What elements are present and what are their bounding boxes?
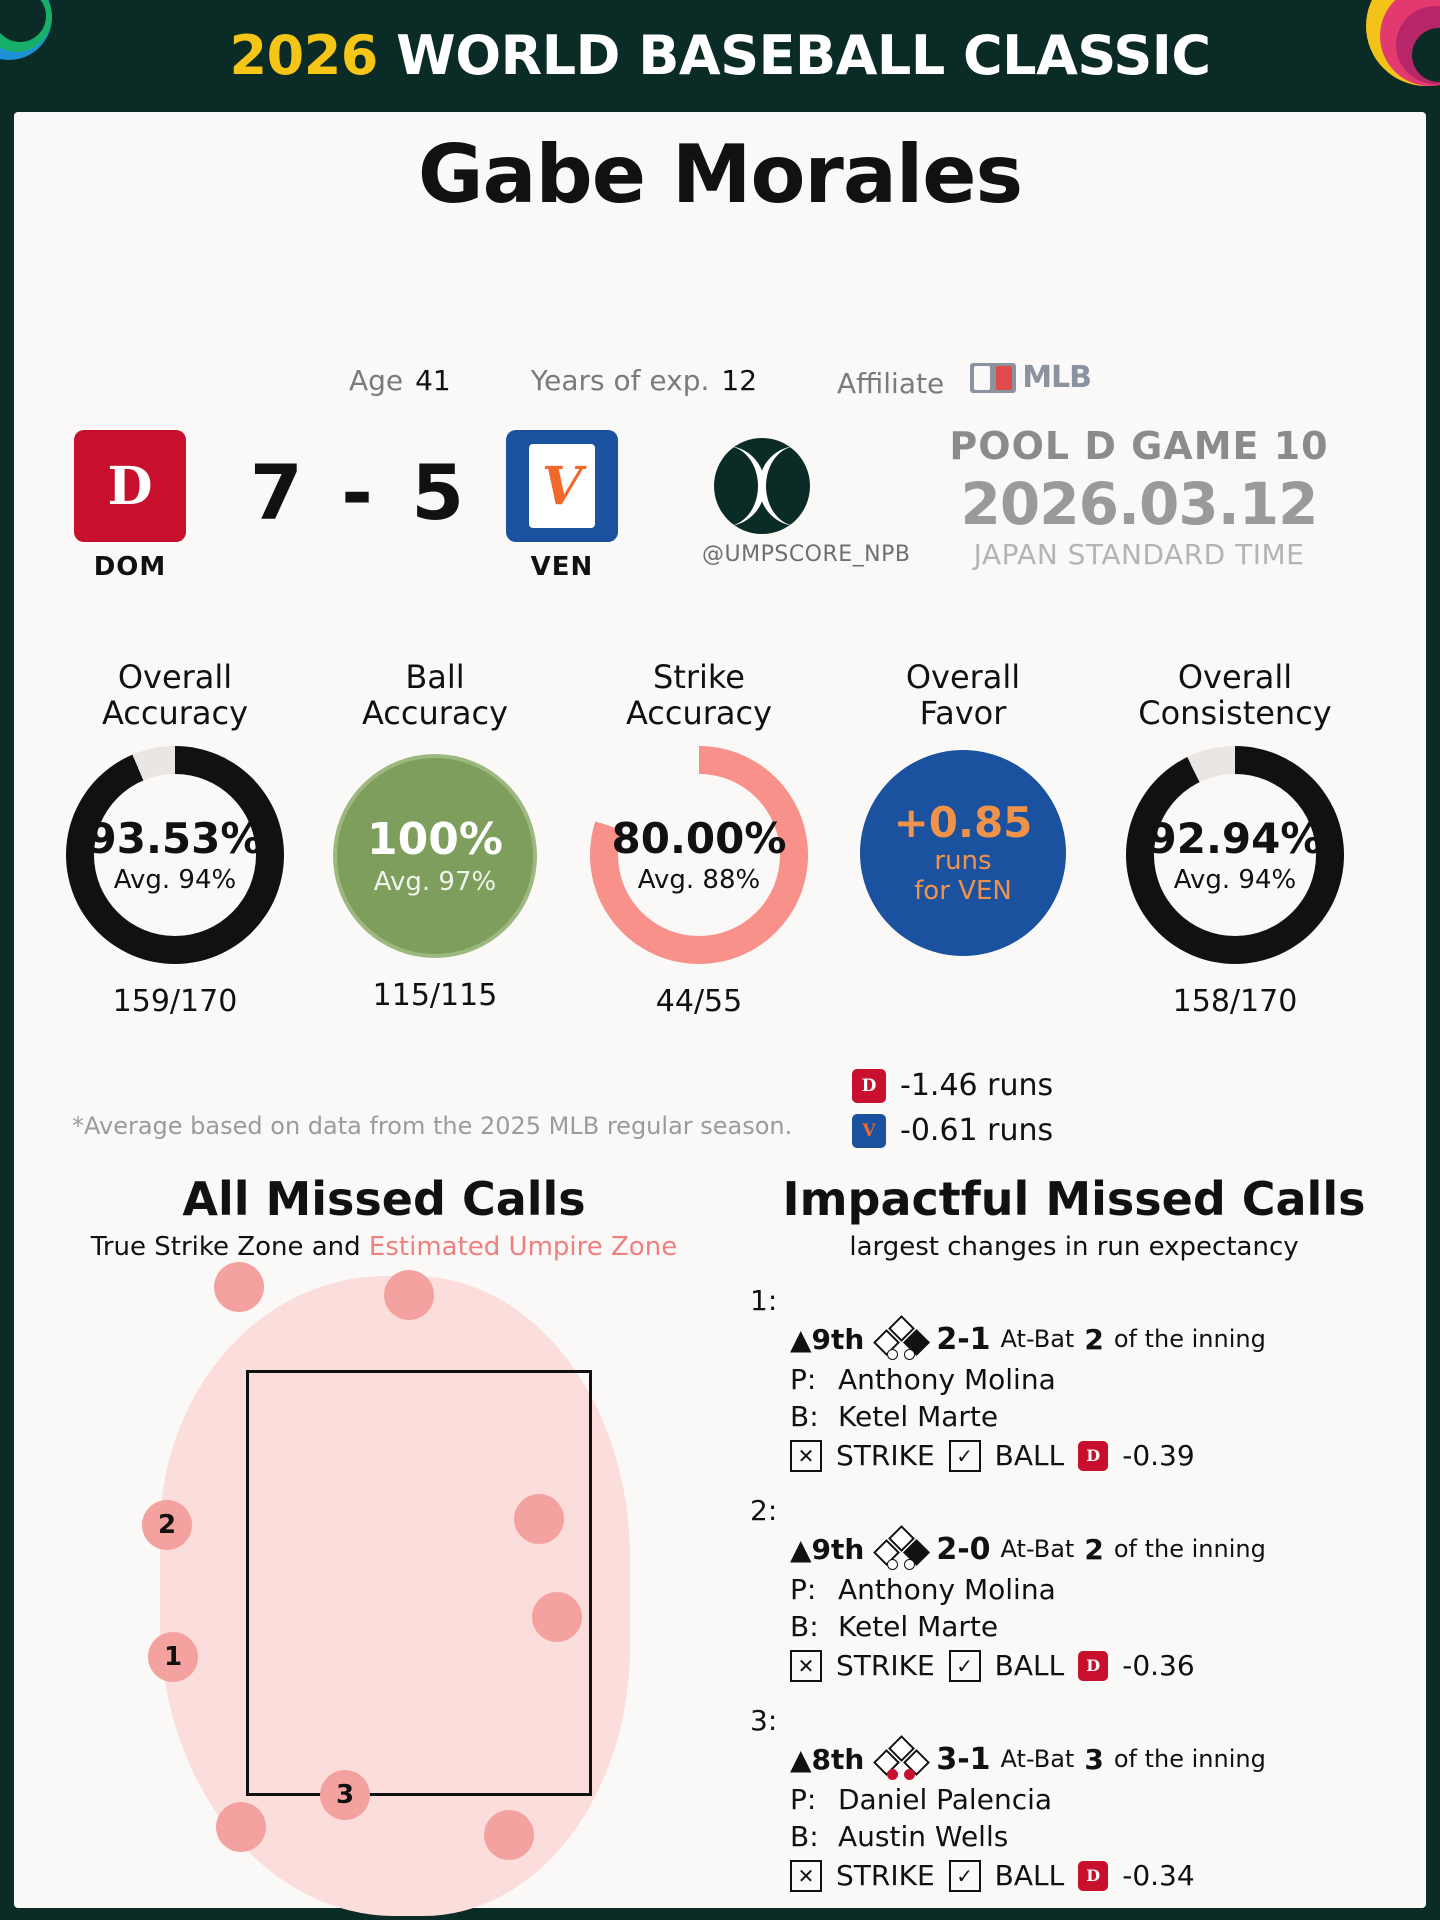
missed-call-dot: 2 xyxy=(142,1500,192,1550)
impacted-team-logo: D xyxy=(1078,1861,1108,1891)
batter-label: B: xyxy=(790,1400,819,1433)
mlb-logo xyxy=(970,360,1091,395)
impacted-team-logo: D xyxy=(1078,1441,1108,1471)
missed-calls-title: All Missed Calls xyxy=(182,1172,586,1226)
umpire-meta-row xyxy=(14,360,1426,400)
bases-diagram-icon xyxy=(874,1529,926,1569)
of-inning-label: of the inning xyxy=(1113,1745,1266,1773)
favor-row xyxy=(852,1068,1112,1103)
pitcher-label: P: xyxy=(790,1573,817,1606)
overall-favor-value: +0.85 xyxy=(893,798,1033,848)
mlb-mark-icon xyxy=(970,363,1016,393)
missed-call-dot xyxy=(216,1802,266,1852)
batter-label: B: xyxy=(790,1820,819,1853)
affiliate-label: Affiliate xyxy=(837,366,945,400)
correct-result: BALL xyxy=(994,1439,1065,1472)
metric-title: Overall Consistency xyxy=(1138,658,1332,732)
favor-team-value: -0.61 runs xyxy=(900,1113,1054,1148)
missed-call-dot: 3 xyxy=(320,1770,370,1820)
missed-call-dot xyxy=(384,1270,434,1320)
atbat-label: At-Bat xyxy=(1000,1535,1075,1563)
pitcher-label: P: xyxy=(790,1363,817,1396)
ball-accuracy-ring xyxy=(333,754,537,958)
page-title xyxy=(230,24,1211,87)
missed-calls-subtitle xyxy=(34,1232,734,1262)
missed-call-dot xyxy=(532,1592,582,1642)
game-timezone: JAPAN STANDARD TIME xyxy=(973,538,1305,571)
correct-call-icon: ✓ xyxy=(949,1650,981,1682)
experience-field xyxy=(531,364,757,397)
run-value: -0.34 xyxy=(1122,1859,1195,1892)
overall-favor-sub2: for VEN xyxy=(914,876,1012,907)
missed-call-dot: 1 xyxy=(148,1632,198,1682)
impactful-index: 3: xyxy=(750,1704,778,1737)
header-year: 2026 xyxy=(229,23,378,87)
called-result: STRIKE xyxy=(836,1649,935,1682)
impactful-item xyxy=(744,1494,1404,1682)
impactful-inning: ▲8th xyxy=(790,1742,865,1776)
metric-title: Overall Accuracy xyxy=(101,658,249,732)
of-inning-label: of the inning xyxy=(1113,1535,1266,1563)
missed-call-dot xyxy=(214,1262,264,1312)
strike-zone-plot xyxy=(94,1262,674,1912)
atbat-label: At-Bat xyxy=(1000,1325,1075,1353)
strike-accuracy-ring xyxy=(590,746,808,964)
metric-title: Strike Accuracy xyxy=(625,658,773,732)
experience-label: Years of exp. xyxy=(530,363,710,397)
correct-call-icon: ✓ xyxy=(949,1440,981,1472)
wrong-call-icon: ✕ xyxy=(790,1860,822,1892)
true-strike-zone xyxy=(246,1370,592,1796)
bases-diagram-icon xyxy=(874,1739,926,1779)
header-bar xyxy=(0,0,1440,110)
impactful-count: 2-0 xyxy=(936,1531,991,1567)
run-value: -0.39 xyxy=(1122,1439,1195,1472)
overall-accuracy-value: 93.53% xyxy=(87,814,263,864)
main-card xyxy=(14,112,1426,1908)
metric-ball-accuracy xyxy=(310,660,560,1013)
experience-value: 12 xyxy=(721,363,758,397)
overall-consistency-ring xyxy=(1126,746,1344,964)
strike-accuracy-avg: Avg. 88% xyxy=(637,865,761,896)
impactful-item xyxy=(744,1284,1404,1472)
game-info xyxy=(904,424,1374,571)
pitcher-label: P: xyxy=(790,1783,817,1816)
batter-label: B: xyxy=(790,1610,819,1643)
strike-accuracy-count: 44/55 xyxy=(655,983,743,1019)
wrong-call-icon: ✕ xyxy=(790,1440,822,1472)
impactful-count: 2-1 xyxy=(936,1321,991,1357)
of-inning-label: of the inning xyxy=(1113,1325,1266,1353)
impactful-item xyxy=(744,1704,1404,1892)
game-date: 2026.03.12 xyxy=(960,470,1318,538)
pool-label: POOL D GAME 10 xyxy=(949,424,1329,468)
baseball-icon xyxy=(714,438,810,534)
impactful-index: 2: xyxy=(750,1494,778,1527)
atbat-number: 2 xyxy=(1084,1322,1104,1356)
impactful-inning: ▲9th xyxy=(790,1322,865,1356)
ball-accuracy-value: 100% xyxy=(367,814,503,866)
strike-accuracy-value: 80.00% xyxy=(611,814,787,864)
ball-accuracy-count: 115/115 xyxy=(372,977,498,1013)
impactful-index: 1: xyxy=(750,1284,778,1317)
age-value: 41 xyxy=(415,363,451,397)
away-team-abbr: VEN xyxy=(530,552,594,582)
batter-name: Ketel Marte xyxy=(838,1400,999,1433)
account-handle: @UMPSCORE_NPB xyxy=(702,542,911,567)
favor-row xyxy=(852,1113,1112,1148)
score-value: 7 - 5 xyxy=(249,448,471,537)
home-team-logo: D xyxy=(74,430,186,542)
bases-diagram-icon xyxy=(874,1319,926,1359)
run-value: -0.36 xyxy=(1122,1649,1195,1682)
correct-result: BALL xyxy=(994,1859,1065,1892)
metric-overall-favor xyxy=(838,660,1088,956)
overall-consistency-avg: Avg. 94% xyxy=(1173,865,1297,896)
home-team-abbr: DOM xyxy=(93,552,167,582)
impactful-count: 3-1 xyxy=(936,1741,991,1777)
account-logo xyxy=(702,438,911,567)
favor-breakdown xyxy=(852,1068,1112,1158)
called-result: STRIKE xyxy=(836,1859,935,1892)
subtitle-true-zone: True Strike Zone and xyxy=(90,1232,369,1262)
wrong-call-icon: ✕ xyxy=(790,1650,822,1682)
score-row xyxy=(14,424,1426,610)
atbat-label: At-Bat xyxy=(1000,1745,1075,1773)
metric-overall-consistency xyxy=(1110,660,1360,1019)
metric-overall-accuracy xyxy=(50,660,300,1019)
favor-team-logo: V xyxy=(852,1114,886,1148)
age-field xyxy=(349,364,451,397)
impactful-calls-panel xyxy=(744,1172,1404,1892)
home-team xyxy=(74,430,186,582)
called-result: STRIKE xyxy=(836,1439,935,1472)
overall-accuracy-avg: Avg. 94% xyxy=(113,865,237,896)
overall-accuracy-ring xyxy=(66,746,284,964)
overall-accuracy-count: 159/170 xyxy=(112,983,238,1019)
umpire-name: Gabe Morales xyxy=(417,128,1023,221)
affiliate-value: MLB xyxy=(1022,360,1092,396)
batter-name: Austin Wells xyxy=(838,1820,1009,1853)
pitcher-name: Anthony Molina xyxy=(838,1573,1056,1606)
overall-consistency-count: 158/170 xyxy=(1172,983,1298,1019)
impactful-subtitle: largest changes in run expectancy xyxy=(849,1232,1299,1262)
pitcher-name: Anthony Molina xyxy=(838,1363,1056,1396)
correct-result: BALL xyxy=(994,1649,1065,1682)
impactful-title: Impactful Missed Calls xyxy=(782,1172,1366,1226)
away-team xyxy=(506,430,618,582)
favor-team-value: -1.46 runs xyxy=(900,1068,1054,1103)
footnote: *Average based on data from the 2025 MLB regular season. xyxy=(72,1112,793,1140)
metric-strike-accuracy xyxy=(574,660,824,1019)
batter-name: Ketel Marte xyxy=(838,1610,999,1643)
header-title-text: WORLD BASEBALL CLASSIC xyxy=(396,23,1211,87)
metric-title: Overall Favor xyxy=(905,658,1021,732)
missed-call-dot xyxy=(484,1810,534,1860)
bottom-section xyxy=(14,1172,1426,1908)
overall-favor-circle xyxy=(860,750,1066,956)
corner-decoration-left xyxy=(0,0,70,110)
age-label: Age xyxy=(348,363,404,397)
metric-title: Ball Accuracy xyxy=(361,658,509,732)
missed-call-dot xyxy=(514,1494,564,1544)
correct-call-icon: ✓ xyxy=(949,1860,981,1892)
away-team-logo: V xyxy=(506,430,618,542)
missed-calls-panel xyxy=(34,1172,734,1810)
overall-consistency-value: 92.94% xyxy=(1147,814,1323,864)
pitcher-name: Daniel Palencia xyxy=(838,1783,1053,1816)
overall-favor-sub1: runs xyxy=(934,846,992,877)
atbat-number: 3 xyxy=(1084,1742,1104,1776)
subtitle-estimated-zone: Estimated Umpire Zone xyxy=(368,1232,678,1262)
impactful-inning: ▲9th xyxy=(790,1532,865,1566)
affiliate-field xyxy=(837,360,1091,400)
ball-accuracy-avg: Avg. 97% xyxy=(373,867,497,898)
atbat-number: 2 xyxy=(1084,1532,1104,1566)
favor-team-logo: D xyxy=(852,1069,886,1103)
impacted-team-logo: D xyxy=(1078,1651,1108,1681)
